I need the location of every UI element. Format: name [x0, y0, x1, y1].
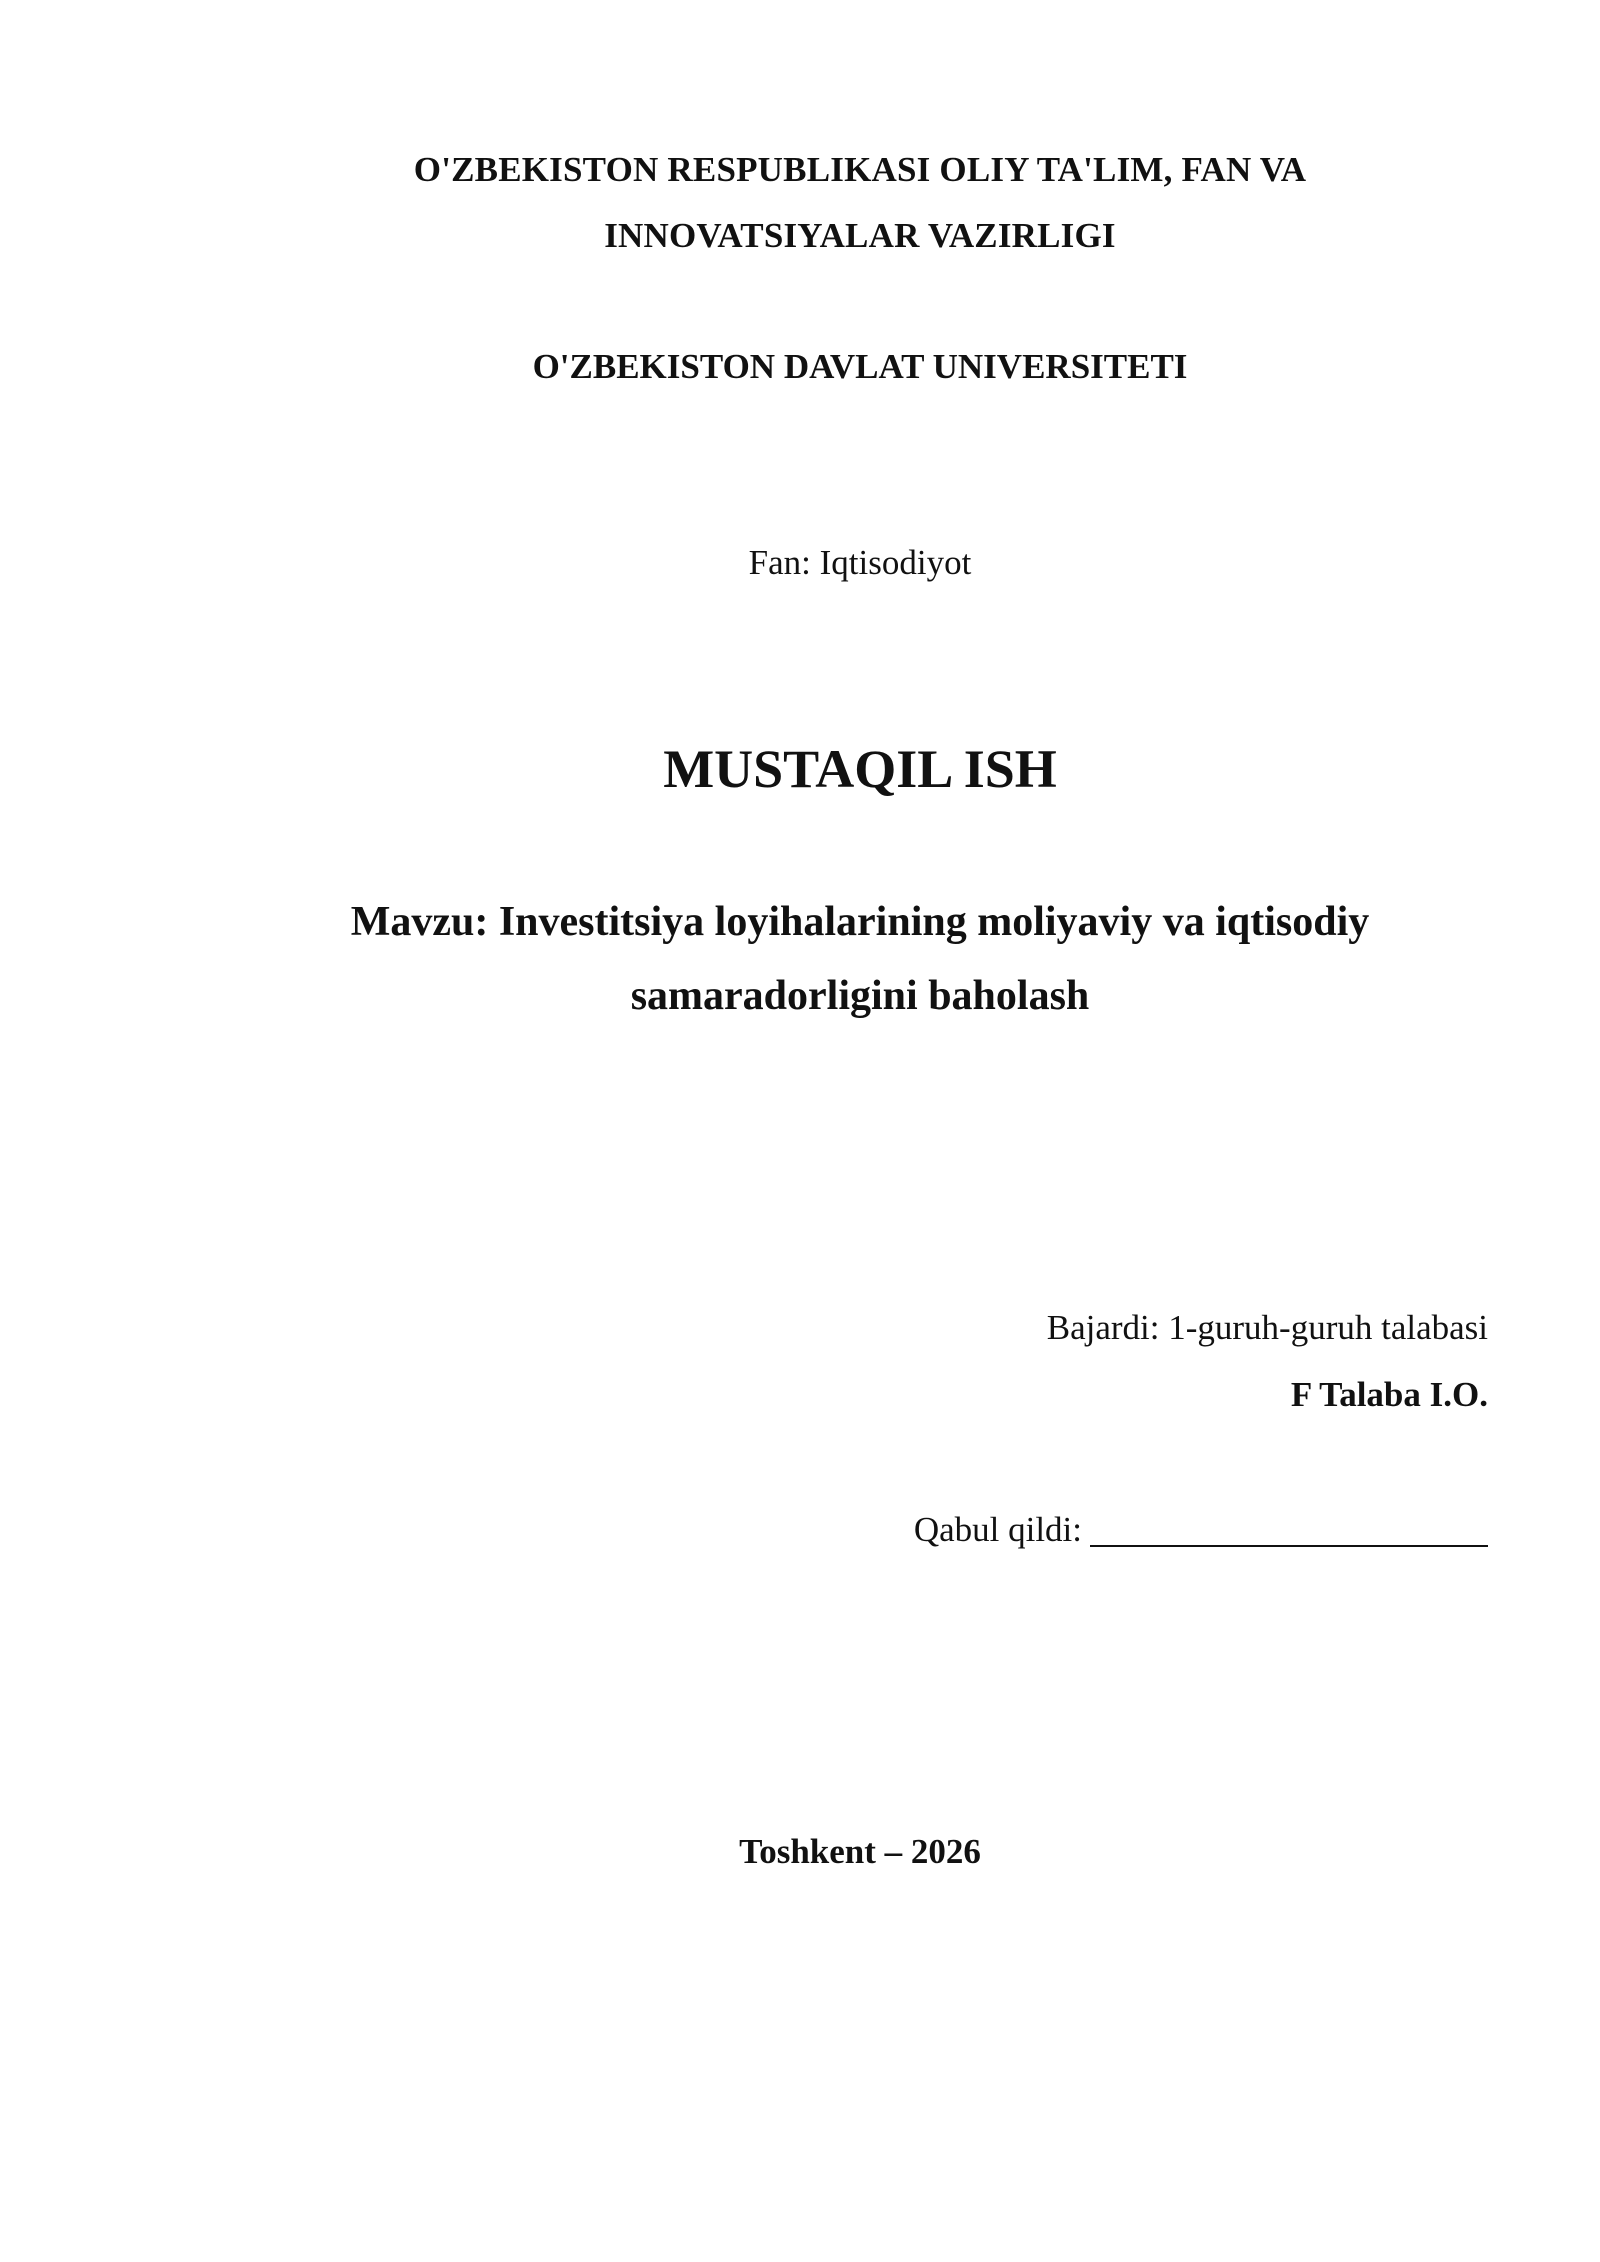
work-type-title: MUSTAQIL ISH: [663, 739, 1057, 799]
ministry-title-line-2: INNOVATSIYALAR VAZIRLIGI: [604, 216, 1116, 255]
accepted-by-label: Qabul qildi:: [913, 1510, 1082, 1549]
performed-by-line: Bajardi: 1-guruh-guruh talabasi: [1046, 1308, 1488, 1347]
university-name: O'ZBEKISTON DAVLAT UNIVERSITETI: [532, 347, 1188, 386]
ministry-title-line-1: O'ZBEKISTON RESPUBLIKASI OLIY TA'LIM, FAN VA: [413, 150, 1307, 189]
topic-line-1: Mavzu: Investitsiya loyihalarining moliyaviy va iqtisodiy: [350, 899, 1370, 945]
signature-blank-line: [1090, 1509, 1488, 1547]
topic-line-2: samaradorligini baholash: [630, 973, 1090, 1019]
city-year: Toshkent – 2026: [739, 1832, 981, 1871]
subject-line: Fan: Iqtisodiyot: [748, 543, 972, 582]
student-name: F Talaba I.O.: [1290, 1375, 1488, 1414]
accepted-by-line: [914, 1503, 1488, 1550]
